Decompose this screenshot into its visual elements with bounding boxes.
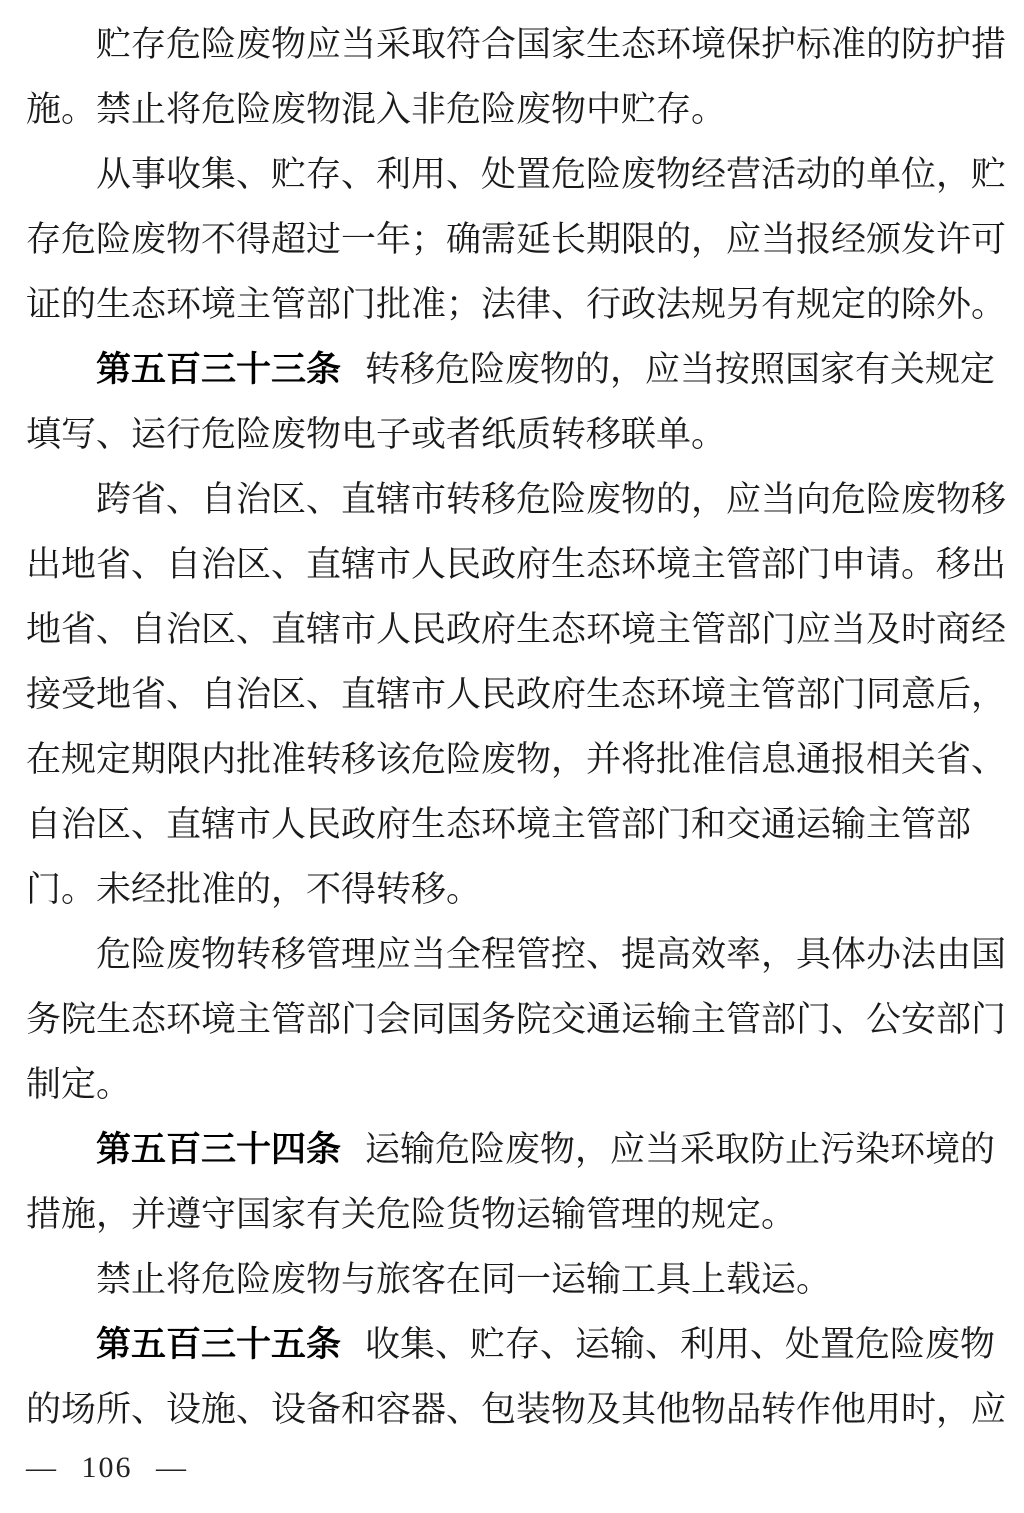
text-line: 危险废物转移管理应当全程管控、提高效率，具体办法由国 xyxy=(96,935,1007,974)
text-line: 务院生态环境主管部门会同国务院交通运输主管部门、公安部门 xyxy=(26,1000,1007,1039)
text-line: 接受地省、自治区、直辖市人民政府生态环境主管部门同意后， xyxy=(26,675,1007,714)
text-line: 制定。 xyxy=(26,1065,132,1104)
text-line: 措施，并遵守国家有关危险货物运输管理的规定。 xyxy=(26,1195,797,1234)
line-text: 运输危险废物，应当采取防止污染环境的 xyxy=(365,1130,996,1169)
text-line: 在规定期限内批准转移该危险废物，并将批准信息通报相关省、 xyxy=(26,740,1007,779)
article-number: 第五百三十五条 xyxy=(96,1325,342,1364)
text-line: 跨省、自治区、直辖市转移危险废物的，应当向危险废物移 xyxy=(96,480,1007,519)
text-line: 施。禁止将危险废物混入非危险废物中贮存。 xyxy=(26,90,727,129)
text-line: 存危险废物不得超过一年；确需延长期限的，应当报经颁发许可 xyxy=(26,220,1007,259)
text-line: 从事收集、贮存、利用、处置危险废物经营活动的单位，贮 xyxy=(96,155,1007,194)
text-line: 禁止将危险废物与旅客在同一运输工具上载运。 xyxy=(96,1260,832,1299)
article-number: 第五百三十四条 xyxy=(96,1130,342,1169)
text-line xyxy=(26,1117,1006,1182)
text-line: 自治区、直辖市人民政府生态环境主管部门和交通运输主管部 xyxy=(26,805,972,844)
text-line: 的场所、设施、设备和容器、包装物及其他物品转作他用时，应 xyxy=(26,1390,1007,1429)
article-number: 第五百三十三条 xyxy=(96,350,342,389)
text-line: 地省、自治区、直辖市人民政府生态环境主管部门应当及时商经 xyxy=(26,610,1007,649)
text-line: 贮存危险废物应当采取符合国家生态环境保护标准的防护措 xyxy=(96,25,1007,64)
text-line: 填写、运行危险废物电子或者纸质转移联单。 xyxy=(26,415,727,454)
document-body xyxy=(26,12,1006,1442)
line-text: 转移危险废物的，应当按照国家有关规定 xyxy=(365,350,996,389)
text-line xyxy=(26,337,1006,402)
page-number: — 106 — xyxy=(26,1451,188,1484)
text-line xyxy=(26,1312,1006,1377)
text-line: 出地省、自治区、直辖市人民政府生态环境主管部门申请。移出 xyxy=(26,545,1007,584)
text-line: 门。未经批准的，不得转移。 xyxy=(26,870,482,909)
text-line: 证的生态环境主管部门批准；法律、行政法规另有规定的除外。 xyxy=(26,285,1007,324)
line-text: 收集、贮存、运输、利用、处置危险废物 xyxy=(365,1325,996,1364)
